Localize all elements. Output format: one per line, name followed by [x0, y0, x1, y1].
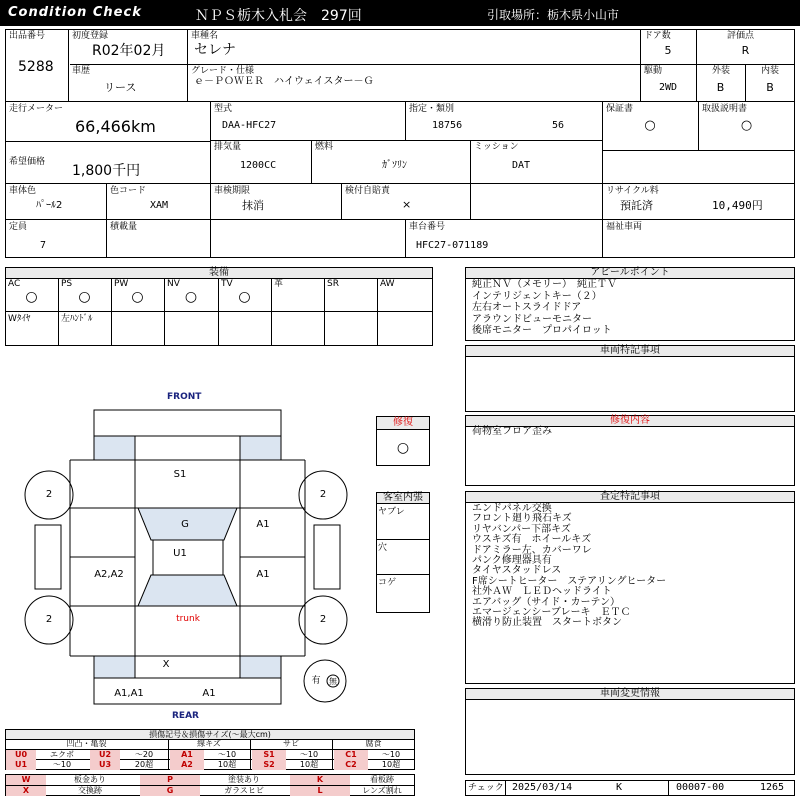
- tire-front-left: 2: [45, 489, 53, 500]
- appeal-line: 後席モニター プロパイロット: [472, 325, 612, 336]
- legend-desc: 10超: [217, 760, 237, 769]
- cabin-tear-label: ヤブレ: [378, 507, 405, 517]
- damage-hood: S1: [173, 469, 187, 480]
- check-date: 2025/03/14: [512, 782, 573, 793]
- damage-rear-bumper-right: A1: [202, 688, 216, 699]
- legend-desc: ～10: [299, 750, 319, 759]
- inspection-notes-list: [472, 504, 666, 629]
- color-label: 車体色: [9, 186, 37, 196]
- manual-label: 取扱説明書: [702, 104, 748, 114]
- code-desc: 看板跡: [370, 775, 394, 784]
- color: ﾊﾟｰﾙ2: [36, 200, 63, 211]
- legend-code: C2: [334, 760, 368, 770]
- change-info-title: 車両変更情報: [465, 688, 795, 700]
- welfare-label: 福祉車両: [606, 222, 643, 232]
- inspection-notes-title: 査定特記事項: [465, 491, 795, 503]
- code-mark: K: [290, 775, 350, 785]
- damage-rear-panel: X: [162, 659, 170, 670]
- legend-code: A2: [170, 760, 204, 770]
- legend-header-dent: 凹凸・亀裂: [66, 739, 107, 748]
- special-title: 車両特記事項: [465, 345, 795, 357]
- equip-tv-mark: ○: [238, 289, 251, 305]
- liability: ×: [402, 198, 412, 211]
- legend-desc: 10超: [299, 760, 319, 769]
- code-mark: X: [6, 786, 46, 796]
- equip-pw-mark: ○: [131, 289, 144, 305]
- equip-tv-label: TV: [221, 279, 233, 289]
- interior: B: [766, 81, 774, 94]
- chassis-label: 車台番号: [409, 222, 446, 232]
- code-mark: W: [6, 775, 46, 785]
- inspection-note: ウスキズ有 ホイールキズ: [472, 534, 592, 546]
- repair-content-title: 修復内容: [465, 415, 795, 427]
- car-name: セレナ: [194, 42, 236, 58]
- appeal-line: インテリジェントキー（２）: [472, 290, 602, 302]
- equip-lhd-label: 左ﾊﾝﾄﾞﾙ: [61, 314, 93, 324]
- doors-label: ドア数: [644, 31, 671, 41]
- liability-label: 検付自賠責: [345, 186, 391, 196]
- equipment-title: 装備: [5, 267, 433, 279]
- appeal-list: [472, 279, 617, 337]
- first-reg-label: 初度登録: [72, 31, 109, 41]
- price-label: 希望価格: [9, 157, 46, 167]
- code-desc: レンズ割れ: [362, 786, 402, 795]
- code-mark: P: [140, 775, 200, 785]
- tire-rear-left: 2: [45, 614, 53, 625]
- capacity-label: 定員: [9, 222, 28, 232]
- exterior-label: 外装: [712, 66, 731, 76]
- repair-mark: ○: [396, 440, 410, 456]
- legend-desc: ～10: [52, 760, 72, 769]
- cabin-title: 客室内張: [376, 492, 430, 504]
- code-desc: 交換跡: [78, 786, 102, 795]
- footer-code: 00007-00: [676, 782, 725, 793]
- special-box: [465, 356, 795, 412]
- inspection-note: エンドパネル交換: [472, 503, 552, 514]
- legend-code: U3: [90, 760, 120, 770]
- name-label: 車種名: [191, 31, 219, 41]
- displacement-label: 排気量: [214, 142, 242, 152]
- inspection-note: パンク修理器具有: [472, 555, 552, 567]
- eval-label: 評価点: [727, 31, 755, 41]
- equip-leather-label: 革: [274, 279, 284, 289]
- doors: 5: [664, 44, 672, 57]
- lot-label: 出品番号: [9, 31, 46, 41]
- colorcode-label: 色コード: [110, 186, 147, 196]
- legend-code: A1: [170, 750, 204, 760]
- damage-rear-bumper-left: A1,A1: [114, 688, 144, 699]
- grade: ｅ－ＰＯＷＥＲ ハイウェイスター－Ｇ: [194, 76, 374, 87]
- tire-front-right: 2: [319, 489, 327, 500]
- drive-label: 駆動: [644, 66, 663, 76]
- inspection: 抹消: [242, 199, 264, 212]
- repair-title: 修復: [376, 416, 430, 430]
- equip-ac-label: AC: [8, 279, 21, 289]
- inspection-note: F席シートヒーター ステアリングヒーター: [472, 575, 667, 587]
- appeal-line: アラウンドビューモニター: [472, 313, 592, 325]
- pickup-location: 引取場所：栃木県小山市: [487, 8, 620, 22]
- legend-code: U0: [6, 750, 36, 760]
- history: リース: [104, 81, 137, 94]
- change-info-box: [465, 699, 795, 775]
- legend-code: C1: [334, 750, 368, 760]
- designation: 18756: [432, 120, 463, 131]
- legend-code: S1: [252, 750, 286, 760]
- trunk-label: trunk: [176, 614, 200, 624]
- checker: K: [616, 782, 623, 793]
- repair-content: 荷物室フロア歪み: [472, 426, 552, 437]
- inspection-note: 横滑り防止装置 スタートボタン: [472, 617, 622, 629]
- designation-label: 指定・類別: [409, 104, 455, 114]
- load-label: 積載量: [110, 222, 138, 232]
- inspection-note: リヤバンパー下部キズ: [472, 523, 571, 535]
- lot-number: 5288: [18, 59, 54, 75]
- damage-windshield: G: [181, 519, 189, 530]
- appeal-title: アピールポイント: [465, 267, 795, 279]
- equip-ac-mark: ○: [25, 289, 38, 305]
- mileage: 66,466km: [75, 117, 156, 136]
- inspection-note: エアバッグ（サイド・カーテン）: [472, 596, 620, 608]
- legend-desc: 10超: [381, 760, 401, 769]
- first-reg: R02年02月: [92, 43, 166, 59]
- check-label: チェック: [468, 783, 504, 793]
- legend-code: U2: [90, 750, 120, 760]
- code-desc: 板金あり: [74, 775, 106, 784]
- equip-wtire-label: Wﾀｲﾔ: [8, 314, 31, 324]
- colorcode: XAM: [150, 200, 169, 211]
- equip-ps-mark: ○: [78, 289, 91, 305]
- spare-tire-mark: 無: [329, 677, 337, 686]
- header-title: Condition Check: [8, 5, 142, 20]
- auction-name: ＮＰＳ栃木入札会 297回: [195, 8, 362, 24]
- equip-ps-label: PS: [61, 279, 73, 289]
- displacement: 1200CC: [240, 160, 277, 171]
- cabin-hole-label: 穴: [378, 543, 388, 553]
- code-desc: 塗装あり: [228, 775, 260, 784]
- equip-nv-mark: ○: [184, 289, 198, 305]
- mileage-label: 走行メーター: [9, 104, 64, 114]
- damage-roof: U1: [173, 548, 187, 559]
- grade-label: グレード・仕様: [191, 66, 255, 76]
- tire-rear-right: 2: [319, 614, 327, 625]
- equip-sr-label: SR: [327, 279, 339, 289]
- category: 56: [552, 120, 565, 131]
- legend-code: U1: [6, 760, 36, 770]
- spare-tire-label: 有: [311, 676, 321, 686]
- legend-desc: ～10: [381, 750, 401, 759]
- legend-desc: 20超: [134, 760, 154, 769]
- history-label: 車歴: [72, 66, 91, 76]
- model-label: 型式: [214, 104, 233, 114]
- equip-nv-label: NV: [167, 279, 180, 289]
- rear-label: REAR: [172, 711, 199, 721]
- inspection-note: フロント廻り飛石キズ: [472, 513, 572, 525]
- equip-aw-label: AW: [380, 279, 395, 289]
- exterior: B: [716, 81, 725, 94]
- recycle-label: リサイクル料: [606, 186, 659, 196]
- inspection-note: エマージェンシーブレーキ ＥＴＣ: [472, 607, 631, 619]
- appeal-line: 左右オートスライドドア: [472, 302, 582, 313]
- footer-number: 1265: [760, 782, 785, 793]
- warranty: ○: [644, 118, 656, 133]
- manual: ○: [740, 118, 753, 133]
- mission-label: ミッション: [474, 142, 519, 152]
- legend-header-rust: サビ: [283, 739, 299, 748]
- front-label: FRONT: [167, 392, 202, 402]
- capacity: 7: [40, 240, 47, 251]
- legend-desc: エクボ: [50, 750, 74, 759]
- code-mark: L: [290, 786, 350, 796]
- recycle-status: 預託済: [620, 199, 653, 212]
- legend-code: S2: [252, 760, 286, 770]
- inspection-label: 車検期限: [214, 186, 251, 196]
- fuel: ｶﾞｿﾘﾝ: [382, 160, 407, 171]
- mission: DAT: [512, 160, 531, 171]
- evaluation: R: [741, 44, 750, 57]
- equip-pw-label: PW: [114, 279, 129, 289]
- fuel-label: 燃料: [315, 142, 334, 152]
- recycle-fee: 10,490円: [712, 199, 763, 212]
- appeal-line: 純正ＮＶ（メモリー） 純正ＴＶ: [472, 279, 617, 290]
- legend-title: 損傷記号＆損傷サイズ(～最大cm): [5, 729, 415, 740]
- drive: 2WD: [658, 82, 678, 93]
- warranty-label: 保証書: [606, 104, 634, 114]
- inspection-note: ドアミラー左、カバーワレ: [472, 544, 592, 556]
- damage-right-front-door: A1: [256, 519, 270, 530]
- model: DAA-HFC27: [222, 120, 277, 131]
- cabin-burn-label: コゲ: [378, 578, 397, 588]
- legend-desc: ～10: [217, 750, 237, 759]
- code-mark: G: [140, 786, 200, 796]
- damage-right-rear-door: A1: [256, 569, 270, 580]
- code-desc: ガラスヒビ: [224, 786, 264, 795]
- inspection-note: 社外ＡＷ ＬＥＤヘッドライト: [472, 586, 612, 598]
- damage-left-rear-door: A2,A2: [94, 569, 124, 580]
- legend-desc: ～20: [134, 750, 154, 759]
- price: 1,800千円: [72, 163, 141, 179]
- inspection-note: タイヤスタッドレス: [472, 565, 562, 577]
- interior-label: 内装: [761, 66, 780, 76]
- legend-header-scratch: 線キズ: [197, 739, 221, 748]
- chassis: HFC27-071189: [416, 240, 489, 251]
- legend-header-corrosion: 腐食: [365, 739, 382, 748]
